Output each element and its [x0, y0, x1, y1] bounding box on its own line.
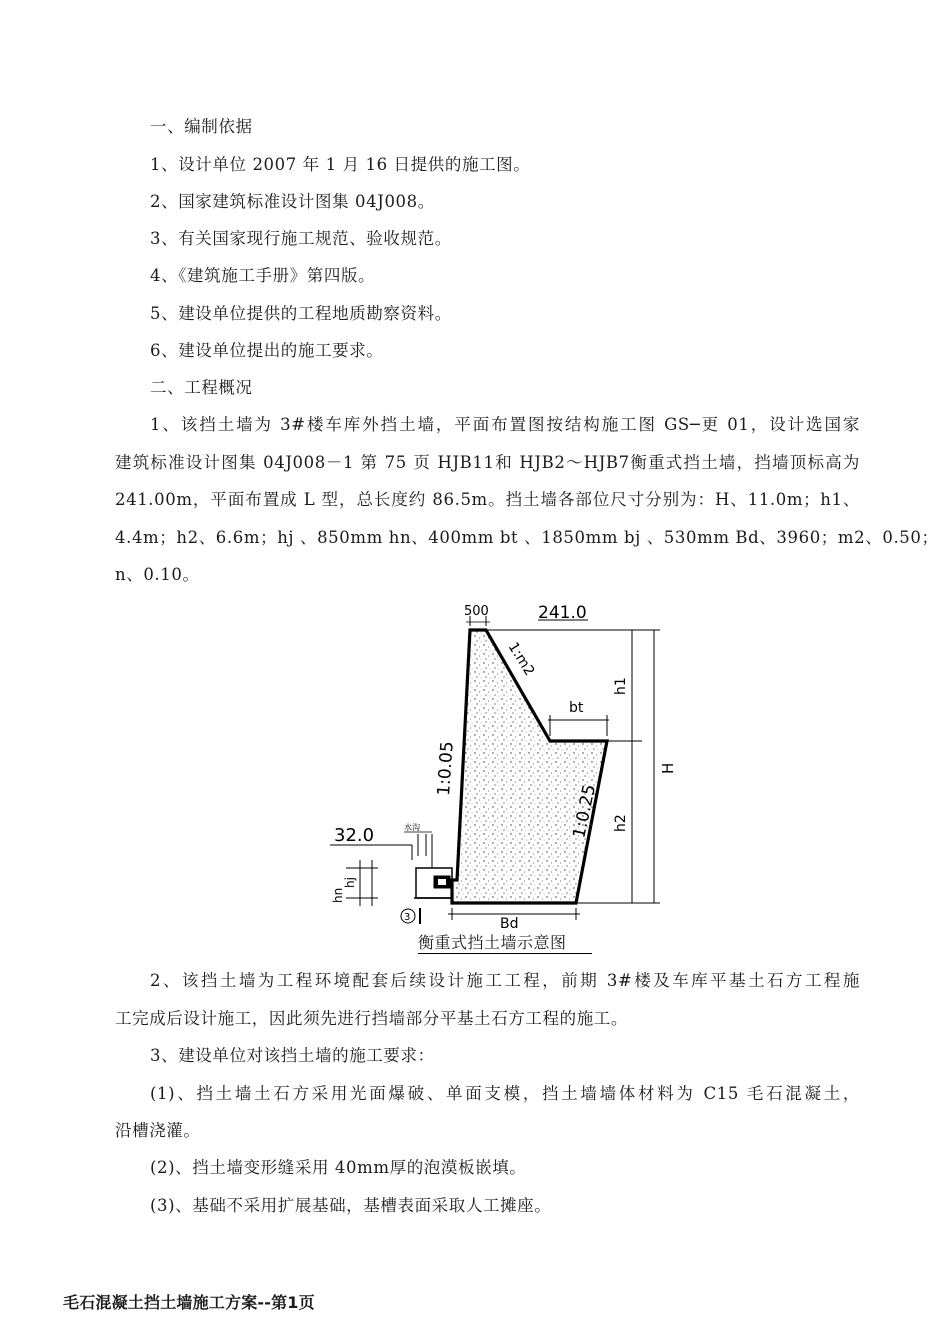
- bt-label: bt: [569, 700, 584, 716]
- basis-item-3: 3、有关国家现行施工规范、验收规范。: [150, 229, 452, 248]
- hj-label: hj: [343, 877, 357, 888]
- top-width-label: 500: [464, 604, 489, 619]
- requirement-1-line-2: 沿槽浇灌。: [115, 1121, 201, 1140]
- retaining-wall-diagram: [320, 598, 680, 960]
- basis-item-4: 4、《建筑施工手册》第四版。: [150, 266, 376, 285]
- hn-label: hn: [331, 887, 345, 903]
- page-footer: 毛石混凝土挡土墙施工方案--第1页: [63, 1293, 315, 1312]
- section-heading-basis: 一、编制依据: [150, 117, 253, 136]
- basis-item-6: 6、建设单位提出的施工要求。: [150, 341, 384, 360]
- requirement-3: (3)、基础不采用扩展基础，基槽表面采取人工摊座。: [150, 1196, 552, 1215]
- drain-label: 水沟: [404, 823, 420, 832]
- requirement-1-line-1: (1)、挡土墙土石方采用光面爆破、单面支模，挡土墙墙体材料为 C15 毛石混凝土，: [150, 1084, 860, 1103]
- caption-underline: [418, 953, 592, 954]
- overview-p2-line-2: 工完成后设计施工，因此须先进行挡墙部分平基土石方工程的施工。: [115, 1009, 628, 1028]
- slope-front-label: 1:0.05: [434, 740, 458, 797]
- basis-item-2: 2、国家建筑标准设计图集 04J008。: [150, 192, 435, 211]
- section-marker-label: 3: [404, 912, 411, 923]
- slope-top-label: 1:m2: [504, 639, 538, 679]
- bottom-elevation-label: 32.0: [334, 825, 375, 846]
- top-elevation-label: 241.0: [538, 603, 587, 623]
- H-label: H: [659, 762, 677, 774]
- overview-p3: 3、建设单位对该挡土墙的施工要求：: [150, 1046, 435, 1065]
- bd-label: Bd: [500, 916, 519, 932]
- overview-p1-line-2: 建筑标准设计图集 04J008－1 第 75 页 HJB11和 HJB2～HJB7衡重式挡土墙，挡墙顶标高为: [115, 453, 860, 472]
- h1-label: h1: [613, 677, 629, 695]
- overview-p1-line-4: 4.4m；h2、6.6m；hj 、850mm hn、400mm bt 、1850mm bj 、530mm Bd、3960；m2、0.50；: [115, 528, 939, 547]
- requirement-2: (2)、挡土墙变形缝采用 40mm厚的泡漠板嵌填。: [150, 1158, 527, 1177]
- slope-back-label: 1:0.25: [569, 782, 601, 841]
- section-heading-overview: 二、工程概况: [150, 378, 253, 397]
- figure-caption: 衡重式挡土墙示意图: [418, 933, 567, 952]
- basis-item-1: 1、设计单位 2007 年 1 月 16 日提供的施工图。: [150, 155, 531, 174]
- overview-p2-line-1: 2、该挡土墙为工程环境配套后续设计施工工程，前期 3#楼及车库平基土石方工程施: [150, 971, 860, 990]
- basis-item-5: 5、建设单位提供的工程地质勘察资料。: [150, 304, 452, 323]
- h2-label: h2: [613, 814, 629, 832]
- overview-p1-line-5: n、0.10。: [115, 565, 200, 584]
- overview-p1-line-3: 241.00m，平面布置成 L 型，总长度约 86.5m。挡土墙各部位尺寸分别为：H、11.0m；h1、: [115, 490, 860, 509]
- overview-p1-line-1: 1、该挡土墙为 3#楼车库外挡土墙，平面布置图按结构施工图 GS─更 01，设计选国家: [150, 415, 860, 434]
